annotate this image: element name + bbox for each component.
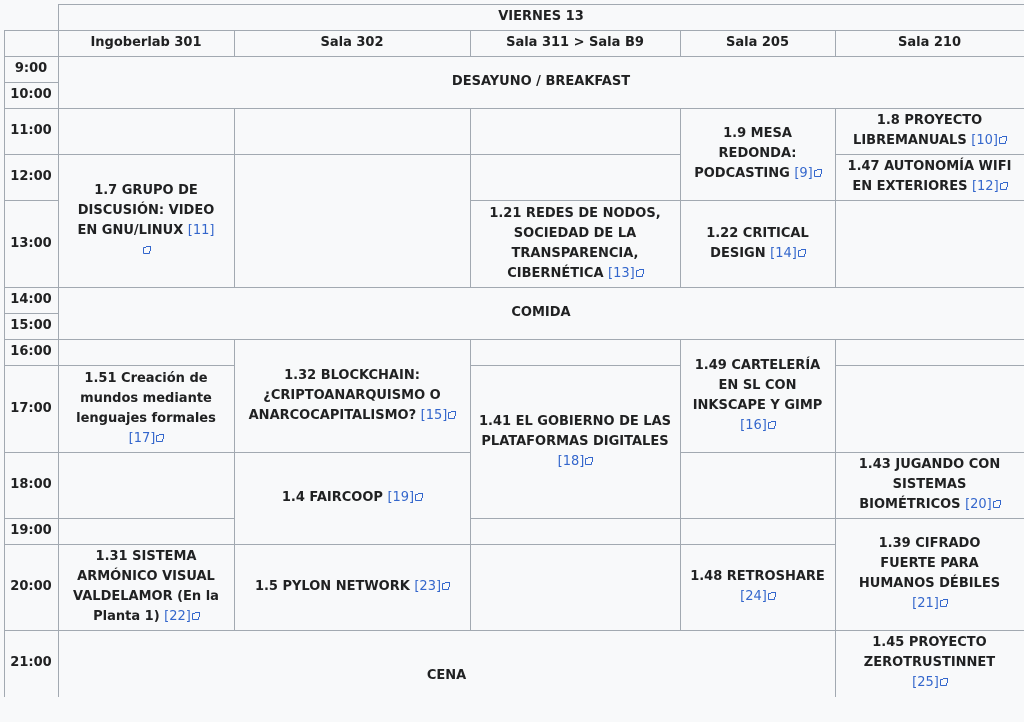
session-link[interactable]: [9] <box>794 166 820 181</box>
session-cell <box>835 108 1024 154</box>
session-title: 1.4 FAIRCOOP <box>281 490 383 505</box>
external-link-icon <box>798 250 805 257</box>
session-link[interactable]: [23] <box>414 579 449 594</box>
session-cell <box>835 154 1024 200</box>
time-label: 20:00 <box>10 579 52 594</box>
external-link-icon <box>143 247 150 254</box>
session-cell <box>835 452 1024 518</box>
session-cell <box>835 630 1024 696</box>
external-link-icon <box>636 270 643 277</box>
session-title: 1.7 GRUPO DE DISCUSIÓN: VIDEO EN GNU/LINUX <box>77 182 215 238</box>
session-cell <box>835 518 1024 630</box>
dinner-row: CENA <box>426 668 467 683</box>
grid-line <box>4 339 1024 340</box>
room-header <box>680 30 835 56</box>
time-label: 10:00 <box>10 87 52 102</box>
time-label: 18:00 <box>10 477 52 492</box>
session-title: 1.41 EL GOBIERNO DE LAS PLATAFORMAS DIGITALES <box>478 413 671 449</box>
session-cell <box>680 108 835 200</box>
session-cell <box>470 200 680 287</box>
session-title: 1.43 JUGANDO CON SISTEMAS BIOMÉTRICOS <box>858 457 1001 512</box>
session-link[interactable]: [12] <box>972 179 1007 194</box>
session-title: 1.39 CIFRADO FUERTE PARA HUMANOS DÉBILES <box>858 536 1001 591</box>
room-label: Sala 205 <box>725 35 790 50</box>
session-cell <box>680 339 835 452</box>
external-link-icon <box>999 137 1006 144</box>
session-link[interactable]: [15] <box>421 408 456 423</box>
external-link-icon <box>940 679 947 686</box>
session-link[interactable]: [11] <box>142 223 214 258</box>
session-link[interactable]: [19] <box>387 490 422 505</box>
session-title: 1.21 REDES DE NODOS, SOCIEDAD DE LA TRANSPARENCIA, CIBERNÉTICA <box>489 205 661 281</box>
session-cell <box>58 365 234 452</box>
time-label: 15:00 <box>10 318 52 333</box>
session-link[interactable]: [22] <box>164 609 199 624</box>
session-link[interactable]: [24] <box>740 589 775 604</box>
day-title: VIERNES 13 <box>498 9 584 24</box>
session-link[interactable]: [17] <box>129 431 164 446</box>
session-title: 1.22 CRITICAL DESIGN <box>706 225 809 261</box>
session-link[interactable]: [18] <box>558 454 593 469</box>
session-cell <box>680 200 835 287</box>
session-title: 1.47 AUTONOMÍA WIFI EN EXTERIORES <box>847 159 1012 194</box>
time-label: 19:00 <box>10 523 52 538</box>
external-link-icon <box>156 435 163 442</box>
session-cell <box>234 339 470 452</box>
time-label: 13:00 <box>10 235 52 251</box>
session-cell <box>234 544 470 630</box>
room-header <box>58 30 234 56</box>
time-label: 16:00 <box>10 344 52 359</box>
external-link-icon <box>585 458 592 465</box>
room-header <box>470 30 680 56</box>
time-label: 17:00 <box>10 400 52 416</box>
grid-line <box>835 365 1024 366</box>
session-link[interactable]: [25] <box>912 675 947 690</box>
session-title: 1.9 MESA REDONDA: PODCASTING <box>694 126 797 181</box>
session-title: 1.48 RETROSHARE <box>690 569 825 584</box>
lunch-row: COMIDA <box>511 305 571 320</box>
room-label: Sala 210 <box>897 35 962 50</box>
session-link[interactable]: [16] <box>740 418 775 433</box>
session-link[interactable]: [14] <box>770 246 805 261</box>
external-link-icon <box>814 170 821 177</box>
time-label: 11:00 <box>10 123 52 138</box>
session-title: 1.31 SISTEMA ARMÓNICO VISUAL VALDELAMOR (En la Planta 1) <box>73 549 219 624</box>
session-title: 1.5 PYLON NETWORK <box>254 579 410 594</box>
session-cell <box>58 154 234 287</box>
external-link-icon <box>415 494 422 501</box>
time-label: 21:00 <box>10 655 52 670</box>
session-cell <box>680 544 835 630</box>
grid-line <box>234 108 235 288</box>
session-link[interactable]: [10] <box>971 133 1006 148</box>
session-title: 1.51 Creación de mundos mediante lenguajes formales <box>76 370 216 426</box>
breakfast-row: DESAYUNO / BREAKFAST <box>451 74 631 89</box>
external-link-icon <box>442 583 449 590</box>
session-cell <box>234 452 470 544</box>
room-label: Sala 302 <box>320 35 384 50</box>
external-link-icon <box>768 593 775 600</box>
session-cell <box>470 365 680 518</box>
time-label: 14:00 <box>10 292 52 307</box>
session-title: 1.45 PROYECTO ZEROTRUSTINNET <box>863 635 996 670</box>
room-label: Ingoberlab 301 <box>90 35 202 50</box>
external-link-icon <box>768 422 775 429</box>
room-header <box>234 30 470 56</box>
room-header <box>835 30 1024 56</box>
time-label: 12:00 <box>10 169 52 184</box>
session-link[interactable]: [13] <box>608 266 643 281</box>
session-link[interactable]: [21] <box>912 596 947 611</box>
time-label: 9:00 <box>14 61 48 76</box>
session-title: 1.32 BLOCKCHAIN: ¿CRIPTOANARQUISMO O ANARCOCAPITALISMO? <box>248 367 441 423</box>
session-title: 1.8 PROYECTO LIBREMANUALS <box>853 113 983 148</box>
external-link-icon <box>192 613 199 620</box>
session-link[interactable]: [20] <box>965 497 1000 512</box>
session-cell <box>58 544 234 630</box>
room-label: Sala 311 > Sala B9 <box>506 35 644 50</box>
day-header <box>58 4 1024 30</box>
external-link-icon <box>993 501 1000 508</box>
external-link-icon <box>1000 183 1007 190</box>
session-title: 1.49 CARTELERÍA EN SL CON INKSCAPE Y GIMP <box>692 357 823 413</box>
external-link-icon <box>448 412 455 419</box>
external-link-icon <box>940 600 947 607</box>
